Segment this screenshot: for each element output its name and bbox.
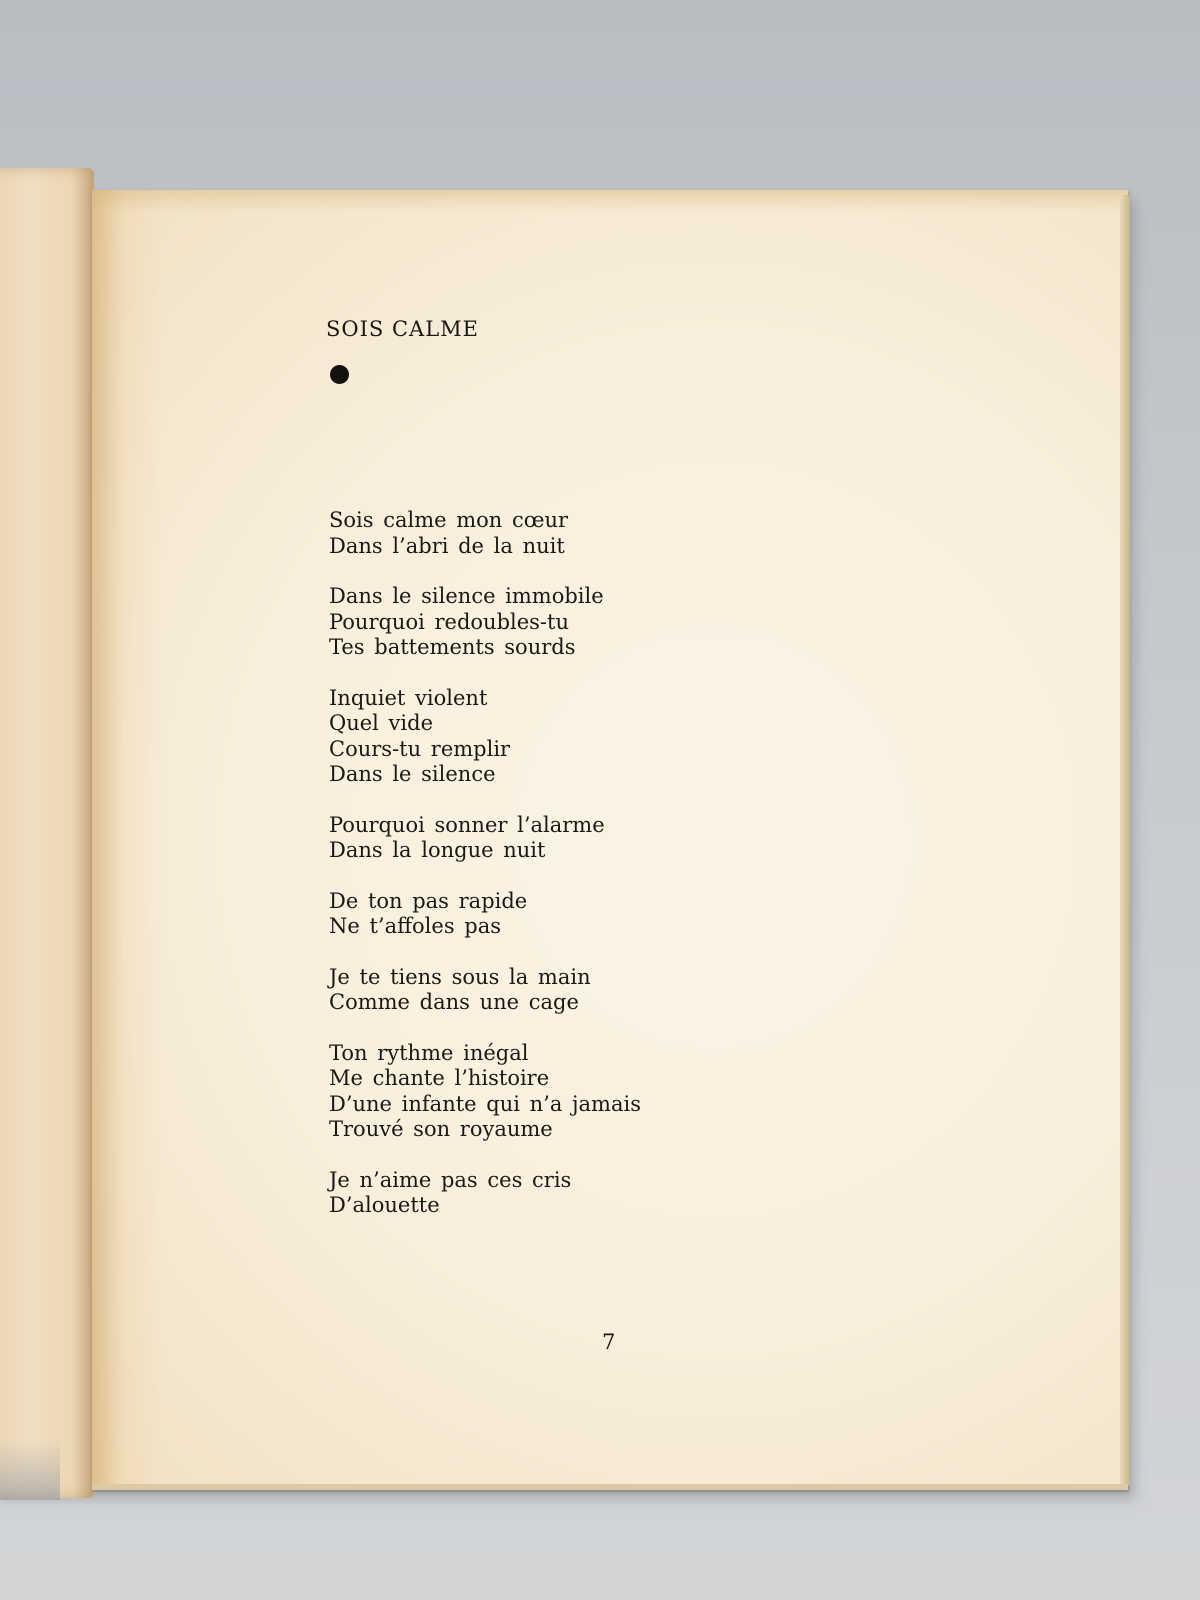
poem-line: Pourquoi sonner l’alarme [329,812,605,837]
poem-line: Dans le silence immobile [329,584,604,608]
poem-line: D’une infante qui n’a jamais [329,1091,641,1116]
poem-line: Inquiet violent [329,685,488,710]
stanza [329,965,641,1016]
stanza [329,584,641,661]
page-fore-edge [1120,195,1130,1485]
poem-line: Me chante l’histoire [329,1066,550,1090]
poem-line: Dans le silence [329,762,496,786]
poem-line: Quel vide [329,711,434,735]
poem-line: Comme dans une cage [329,990,579,1014]
poem-title: SOIS CALME [326,317,479,341]
poem-line: Ton rythme inégal [329,1040,529,1065]
page-number: 7 [602,1330,616,1354]
poem-line: Trouvé son royaume [329,1117,553,1141]
stanza [329,686,641,788]
stanza [329,1168,641,1219]
stanza [329,889,641,940]
poem-line: De ton pas rapide [329,888,528,913]
poem-line: Sois calme mon cœur [329,508,569,532]
facing-page-edge [0,1440,60,1500]
poem-body [329,508,641,1244]
page-bottom-edge [92,1484,1128,1490]
stanza [329,508,641,559]
stanza [329,1041,641,1143]
poem-line: Je te tiens sous la main [329,964,591,989]
poem-line: Dans l’abri de la nuit [329,533,565,558]
poem-line: Ne t’affoles pas [329,914,502,938]
poem-line: D’alouette [329,1193,440,1217]
poem-line: Dans la longue nuit [329,838,546,862]
bullet-ornament-icon [330,365,349,384]
poem-line: Je n’aime pas ces cris [329,1167,572,1192]
stanza [329,813,641,864]
poem-line: Cours-tu remplir [329,736,511,761]
poem-line: Tes battements sourds [329,635,576,659]
facing-page-left [0,168,94,1498]
poem-line: Pourquoi redoubles-tu [329,609,569,634]
